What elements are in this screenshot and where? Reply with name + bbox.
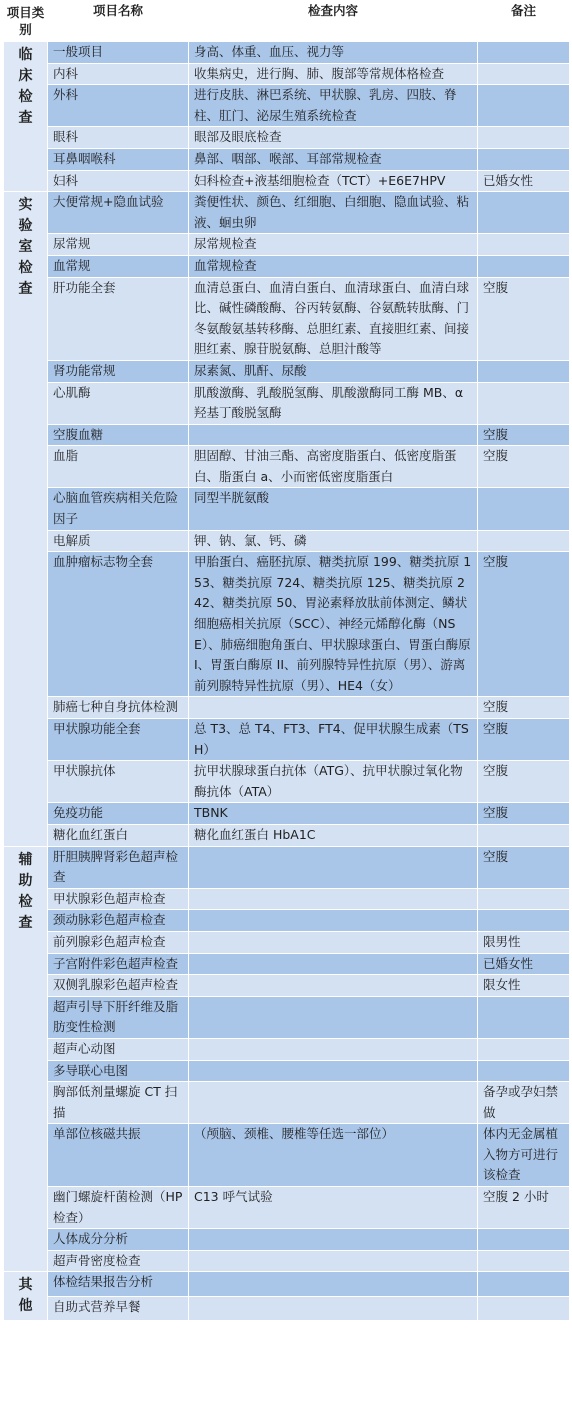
remark-cell: [478, 234, 570, 256]
remark-cell: [478, 1038, 570, 1060]
content-cell: 同型半胱氨酸: [189, 488, 478, 530]
table-row: [4, 360, 570, 382]
content-cell: C13 呼气试验: [189, 1187, 478, 1229]
content-cell: 进行皮肤、淋巴系统、甲状腺、乳房、四肢、脊柱、肛门、泌尿生殖系统检查: [189, 85, 478, 127]
table-row: [4, 63, 570, 85]
content-cell: 妇科检查+液基细胞检查（TCT）+E6E7HPV: [189, 170, 478, 192]
item-name-cell: 多导联心电图: [48, 1060, 189, 1082]
item-name-cell: 肝胆胰脾肾彩色超声检查: [48, 846, 189, 888]
content-cell: 尿常规检查: [189, 234, 478, 256]
table-row: [4, 931, 570, 953]
content-cell: [189, 910, 478, 932]
category-cell: [4, 192, 48, 846]
table-row: [4, 803, 570, 825]
item-name-cell: 电解质: [48, 530, 189, 552]
remark-cell: [478, 255, 570, 277]
item-name-cell: 超声引导下肝纤维及脂肪变性检测: [48, 996, 189, 1038]
table-row: [4, 552, 570, 697]
content-cell: （颅脑、颈椎、腰椎等任选一部位）: [189, 1124, 478, 1187]
content-cell: [189, 931, 478, 953]
item-name-cell: 血肿瘤标志物全套: [48, 552, 189, 697]
table-row: [4, 446, 570, 488]
remark-cell: [478, 1250, 570, 1272]
item-name-cell: 外科: [48, 85, 189, 127]
category-label: 实验室检查: [18, 197, 33, 298]
item-name-cell: 肾功能常规: [48, 360, 189, 382]
table-row: [4, 1124, 570, 1187]
item-name-cell: 超声骨密度检查: [48, 1250, 189, 1272]
content-cell: [189, 1038, 478, 1060]
table-row: [4, 382, 570, 424]
category-cell: [4, 846, 48, 1272]
content-cell: 收集病史，进行胸、肺、腹部等常规体格检查: [189, 63, 478, 85]
content-cell: 糖化血红蛋白 HbA1C: [189, 824, 478, 846]
content-cell: 眼部及眼底检查: [189, 127, 478, 149]
table-body: [4, 42, 570, 1321]
remark-cell: 空腹: [478, 761, 570, 803]
table-row: [4, 1187, 570, 1229]
content-cell: [189, 1229, 478, 1251]
remark-cell: [478, 530, 570, 552]
table-row: [4, 910, 570, 932]
header-category: 项目类别: [4, 1, 48, 42]
content-cell: 粪便性状、颜色、红细胞、白细胞、隐血试验、粘液、蛔虫卵: [189, 192, 478, 234]
exam-items-table: [3, 0, 570, 1321]
remark-cell: 空腹 2 小时: [478, 1187, 570, 1229]
content-cell: [189, 1296, 478, 1321]
item-name-cell: 单部位核磁共振: [48, 1124, 189, 1187]
item-name-cell: 甲状腺抗体: [48, 761, 189, 803]
table-row: [4, 975, 570, 997]
remark-cell: [478, 127, 570, 149]
item-name-cell: 血脂: [48, 446, 189, 488]
remark-cell: 限女性: [478, 975, 570, 997]
remark-cell: 空腹: [478, 552, 570, 697]
item-name-cell: 前列腺彩色超声检查: [48, 931, 189, 953]
category-label: 辅助检查: [18, 851, 33, 931]
remark-cell: 已婚女性: [478, 170, 570, 192]
item-name-cell: 内科: [48, 63, 189, 85]
item-name-cell: 体检结果报告分析: [48, 1272, 189, 1297]
category-label: 其他: [18, 1277, 33, 1315]
item-name-cell: 眼科: [48, 127, 189, 149]
table-row: [4, 234, 570, 256]
category-label: 临床检查: [18, 47, 33, 126]
item-name-cell: 大便常规+隐血试验: [48, 192, 189, 234]
remark-cell: 备孕或孕妇禁做: [478, 1082, 570, 1124]
remark-cell: [478, 488, 570, 530]
item-name-cell: 肺癌七种自身抗体检测: [48, 697, 189, 719]
table-row: [4, 846, 570, 888]
item-name-cell: 妇科: [48, 170, 189, 192]
table-row: [4, 1296, 570, 1321]
remark-cell: [478, 192, 570, 234]
table-row: [4, 148, 570, 170]
table-row: [4, 530, 570, 552]
table-row: [4, 824, 570, 846]
item-name-cell: 肝功能全套: [48, 277, 189, 360]
table-row: [4, 424, 570, 446]
item-name-cell: 血常规: [48, 255, 189, 277]
content-cell: [189, 975, 478, 997]
table-row: [4, 255, 570, 277]
content-cell: 肌酸激酶、乳酸脱氢酶、肌酸激酶同工酶 MB、α羟基丁酸脱氢酶: [189, 382, 478, 424]
content-cell: [189, 697, 478, 719]
item-name-cell: 自助式营养早餐: [48, 1296, 189, 1321]
item-name-cell: 尿常规: [48, 234, 189, 256]
table-row: [4, 127, 570, 149]
table-row: [4, 761, 570, 803]
content-cell: [189, 1082, 478, 1124]
item-name-cell: 子宫附件彩色超声检查: [48, 953, 189, 975]
item-name-cell: 心脑血管疾病相关危险因子: [48, 488, 189, 530]
table-row: [4, 1229, 570, 1251]
remark-cell: [478, 382, 570, 424]
remark-cell: 空腹: [478, 697, 570, 719]
header-remark: 备注: [478, 1, 570, 42]
table-row: [4, 170, 570, 192]
table-row: [4, 85, 570, 127]
item-name-cell: 糖化血红蛋白: [48, 824, 189, 846]
item-name-cell: 超声心动图: [48, 1038, 189, 1060]
remark-cell: 体内无金属植入物方可进行该检查: [478, 1124, 570, 1187]
content-cell: [189, 996, 478, 1038]
table-row: [4, 697, 570, 719]
remark-cell: [478, 148, 570, 170]
item-name-cell: 耳鼻咽喉科: [48, 148, 189, 170]
remark-cell: [478, 1296, 570, 1321]
remark-cell: [478, 1229, 570, 1251]
remark-cell: 空腹: [478, 424, 570, 446]
remark-cell: 空腹: [478, 277, 570, 360]
content-cell: TBNK: [189, 803, 478, 825]
remark-cell: 空腹: [478, 446, 570, 488]
content-cell: 甲胎蛋白、癌胚抗原、糖类抗原 199、糖类抗原 153、糖类抗原 724、糖类抗原 125、糖类抗原 242、糖类抗原 50、胃泌素释放肽前体测定、鳞状细胞癌相关抗原（SCC）、神经元烯醇化酶（NSE）、肺癌细胞角蛋白、甲状腺球蛋白、胃蛋白酶原 I、胃蛋白酶原 II、前列腺特异性抗原（男）、游离前列腺特异性抗原（男）、HE4（女）: [189, 552, 478, 697]
content-cell: [189, 888, 478, 910]
header-content: 检查内容: [189, 1, 478, 42]
item-name-cell: 人体成分分析: [48, 1229, 189, 1251]
table-row: [4, 953, 570, 975]
remark-cell: [478, 888, 570, 910]
content-cell: 钾、钠、氯、钙、磷: [189, 530, 478, 552]
item-name-cell: 心肌酶: [48, 382, 189, 424]
category-cell: [4, 1272, 48, 1321]
table-row: [4, 996, 570, 1038]
table-row: [4, 488, 570, 530]
content-cell: [189, 1272, 478, 1297]
remark-cell: [478, 360, 570, 382]
category-cell: [4, 42, 48, 192]
content-cell: 总 T3、总 T4、FT3、FT4、促甲状腺生成素（TSH）: [189, 719, 478, 761]
content-cell: [189, 1250, 478, 1272]
remark-cell: [478, 1060, 570, 1082]
table-row: [4, 42, 570, 64]
item-name-cell: 免疫功能: [48, 803, 189, 825]
table-row: [4, 888, 570, 910]
remark-cell: [478, 1272, 570, 1297]
remark-cell: [478, 63, 570, 85]
content-cell: 尿素氮、肌酐、尿酸: [189, 360, 478, 382]
content-cell: 血常规检查: [189, 255, 478, 277]
item-name-cell: 幽门螺旋杆菌检测（HP 检查）: [48, 1187, 189, 1229]
content-cell: [189, 1060, 478, 1082]
remark-cell: 空腹: [478, 803, 570, 825]
table-row: [4, 1038, 570, 1060]
item-name-cell: 甲状腺功能全套: [48, 719, 189, 761]
item-name-cell: 空腹血糖: [48, 424, 189, 446]
content-cell: 身高、体重、血压、视力等: [189, 42, 478, 64]
content-cell: 血清总蛋白、血清白蛋白、血清球蛋白、血清白球比、碱性磷酸酶、谷丙转氨酶、谷氨酰转肽酶、门冬氨酸氨基转移酶、总胆红素、直接胆红素、间接胆红素、腺苷脱氨酶、总胆汁酸等: [189, 277, 478, 360]
remark-cell: 空腹: [478, 846, 570, 888]
item-name-cell: 胸部低剂量螺旋 CT 扫描: [48, 1082, 189, 1124]
remark-cell: [478, 42, 570, 64]
content-cell: 胆固醇、甘油三酯、高密度脂蛋白、低密度脂蛋白、脂蛋白 a、小而密低密度脂蛋白: [189, 446, 478, 488]
content-cell: [189, 424, 478, 446]
header-row: [4, 1, 570, 42]
header-item: 项目名称: [48, 1, 189, 42]
item-name-cell: 甲状腺彩色超声检查: [48, 888, 189, 910]
content-cell: 抗甲状腺球蛋白抗体（ATG）、抗甲状腺过氧化物酶抗体（ATA）: [189, 761, 478, 803]
remark-cell: [478, 85, 570, 127]
content-cell: [189, 953, 478, 975]
item-name-cell: 双侧乳腺彩色超声检查: [48, 975, 189, 997]
remark-cell: [478, 910, 570, 932]
content-cell: [189, 846, 478, 888]
table-row: [4, 277, 570, 360]
content-cell: 鼻部、咽部、喉部、耳部常规检查: [189, 148, 478, 170]
table-row: [4, 1060, 570, 1082]
item-name-cell: 颈动脉彩色超声检查: [48, 910, 189, 932]
table-row: [4, 192, 570, 234]
table-row: [4, 1250, 570, 1272]
remark-cell: [478, 824, 570, 846]
table-row: [4, 1272, 570, 1297]
table-row: [4, 719, 570, 761]
item-name-cell: 一般项目: [48, 42, 189, 64]
remark-cell: 已婚女性: [478, 953, 570, 975]
table-row: [4, 1082, 570, 1124]
remark-cell: [478, 996, 570, 1038]
remark-cell: 空腹: [478, 719, 570, 761]
remark-cell: 限男性: [478, 931, 570, 953]
